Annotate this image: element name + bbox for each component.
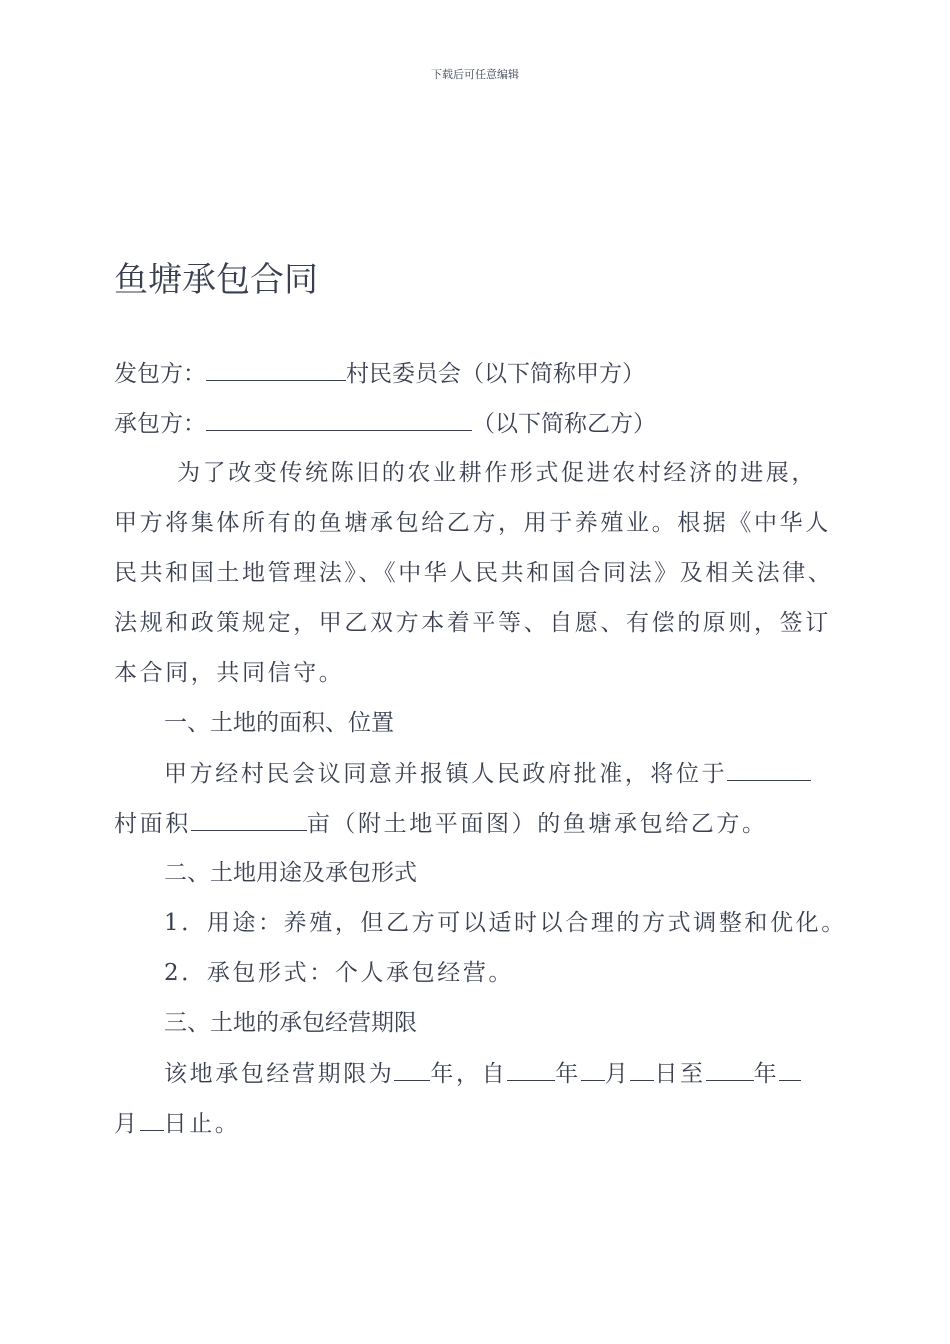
end-month-blank[interactable]	[779, 1058, 801, 1081]
section-2-item-2: 2．承包形式：个人承包经营。	[164, 960, 515, 986]
preamble-line-1: 为了改变传统陈旧的农业耕作形式促进农村经济的进展，	[177, 460, 817, 486]
document-title: 鱼塘承包合同	[114, 260, 318, 300]
preamble-line-5: 本合同，共同信守。	[114, 660, 345, 686]
party-b-line	[114, 408, 656, 439]
start-month-blank[interactable]	[581, 1058, 605, 1081]
start-year-blank[interactable]	[507, 1058, 555, 1081]
area-blank[interactable]	[191, 808, 307, 831]
party-a-suffix: 村民委员会（以下简称甲方）	[346, 361, 645, 387]
from-label: 年，自	[430, 1061, 508, 1087]
section-3-heading: 三、土地的承包经营期限	[164, 1010, 417, 1036]
preamble-line-4: 法规和政策规定，甲乙双方本着平等、自愿、有偿的原则，签订	[114, 610, 831, 636]
party-a-label: 发包方：	[114, 361, 206, 387]
section-3-line-2	[114, 1108, 240, 1139]
term-label: 该地承包经营期限为	[164, 1061, 395, 1087]
section-1-heading: 一、土地的面积、位置	[164, 710, 394, 736]
to-label: 日至	[654, 1061, 706, 1087]
section-2-heading: 二、土地用途及承包形式	[164, 860, 417, 886]
preamble-line-2: 甲方将集体所有的鱼塘承包给乙方，用于养殖业。根据《中华人	[114, 510, 831, 536]
start-day-blank[interactable]	[630, 1058, 654, 1081]
party-a-blank[interactable]	[206, 358, 346, 381]
section-1-line-1-text: 甲方经村民会议同意并报镇人民政府批准，将位于	[164, 761, 728, 787]
location-blank[interactable]	[727, 758, 811, 781]
section-1-line-2	[114, 808, 768, 839]
section-1-line-2-suffix: 亩（附土地平面图）的鱼塘承包给乙方。	[306, 811, 768, 837]
end-day-label: 日止。	[163, 1111, 241, 1137]
party-a-line	[114, 358, 645, 389]
section-1-line-1	[164, 758, 811, 789]
start-year-label: 年	[555, 1061, 581, 1087]
preamble-line-3: 民共和国土地管理法》、《中华人民共和国合同法》及相关法律、	[114, 560, 834, 586]
end-month-label: 月	[114, 1111, 140, 1137]
end-day-blank[interactable]	[140, 1108, 164, 1131]
term-years-blank[interactable]	[394, 1058, 430, 1081]
section-2-item-1: 1．用途：养殖，但乙方可以适时以合理的方式调整和优化。	[164, 910, 847, 936]
end-year-blank[interactable]	[706, 1058, 754, 1081]
party-b-suffix: （以下简称乙方）	[472, 411, 656, 437]
start-month-label: 月	[604, 1061, 631, 1087]
header-note: 下载后可任意编辑	[431, 68, 519, 81]
party-b-label: 承包方：	[114, 411, 206, 437]
party-b-blank[interactable]	[206, 408, 472, 431]
section-3-line-1	[164, 1058, 801, 1089]
end-year-label: 年	[753, 1061, 780, 1087]
section-1-line-2-prefix: 村面积	[114, 811, 191, 837]
